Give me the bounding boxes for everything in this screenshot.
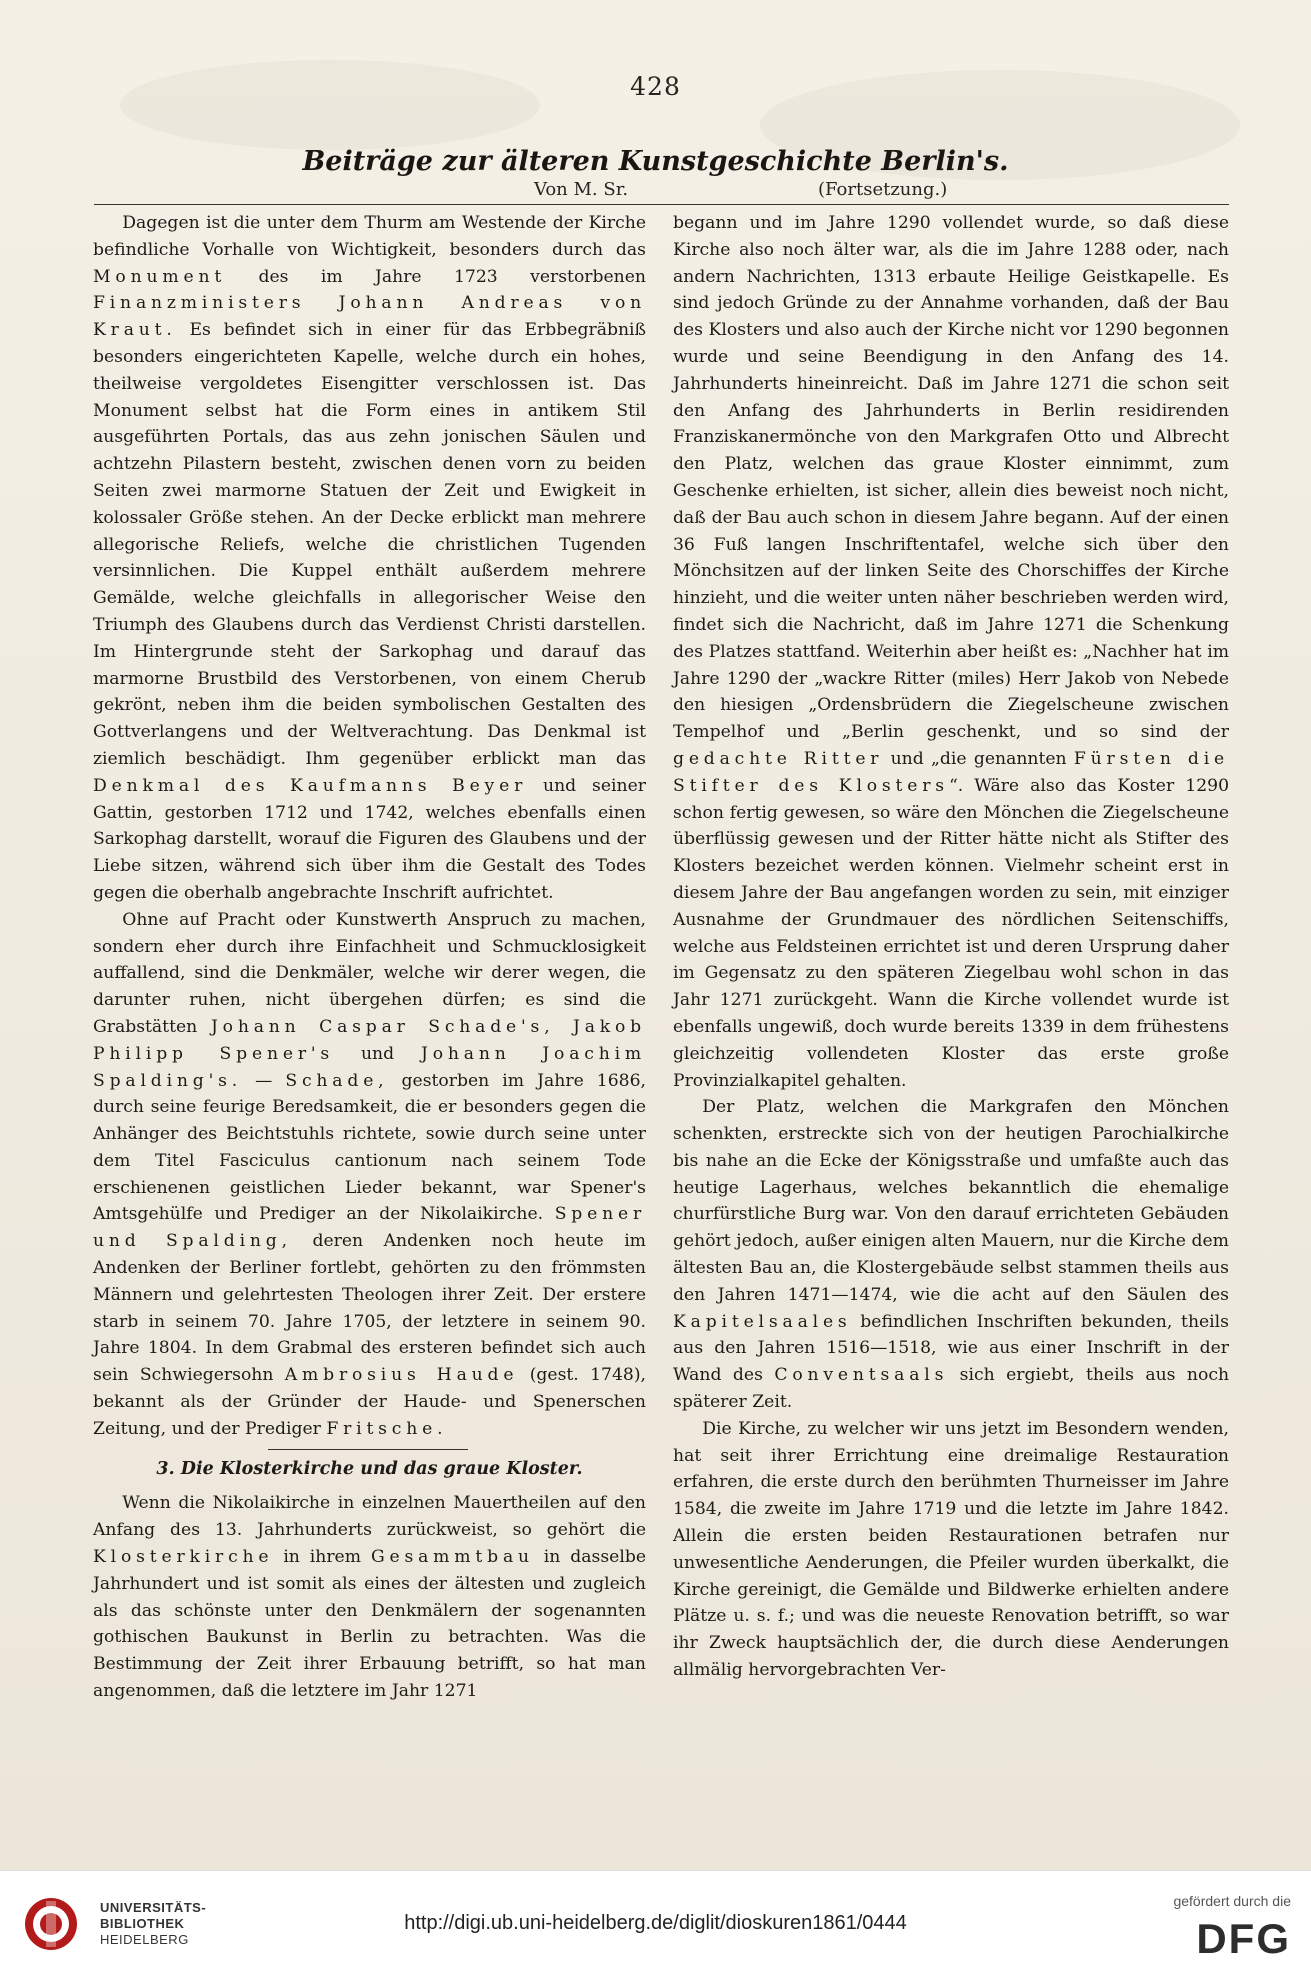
institution-line: HEIDELBERG	[100, 1932, 189, 1947]
spaced-text: Ambrosius Haude	[284, 1365, 519, 1386]
header-rule	[94, 204, 1229, 205]
text-run: befindlichen Inschriften bekunden, theils aus den Jahren 1516—1518, wie aus einer Inschrift in der Wand des	[673, 1311, 1229, 1386]
text-run: und seiner Gattin, gestorben 1712 und 1742, welches ebenfalls einen Sarkophag darstellt, worauf die Figuren des Glaubens und der Liebe sitzen, während sich über ihm die Gestalt des Todes gegen die oberhalb angebrachte Inschrift aufrichtet.	[93, 775, 646, 903]
right-column	[673, 210, 1229, 1684]
spaced-text: Kapitelsaales	[673, 1311, 852, 1332]
spaced-text: Fritsche.	[326, 1418, 448, 1439]
spaced-text: Fürsten die Stifter des Klosters	[673, 748, 1229, 796]
institution-line: BIBLIOTHEK	[100, 1916, 185, 1931]
text-run: Es befindet sich in einer für das Erbbegräbniß besonders eingerichteten Kapelle, welche durch ein hohes, theilweise vergoldetes Eisengitter verschlossen ist. Das Monument selbst hat die Form eines in antikem Stil ausgeführten Portals, das aus zehn jonischen Säulen und achtzehn Pilastern besteht, zwischen denen vorn zu beiden Seiten zwei marmorne Statuen der Zeit und Ewigkeit in kolossaler Größe stehen. An der Decke erblickt man mehrere allegorische Reliefs, welche die christlichen Tugenden versinnlichen. Die Kuppel enthält außerdem mehrere Gemälde, welche gleichfalls in allegorischer Weise den Triumph des Glaubens durch das Verdienst Christi darstellen. Im Hintergrunde steht der Sarkophag und darauf das marmorne Brustbild des Verstorbenen, von einem Cherub gekrönt, neben ihm die beiden symbolischen Gestalten des Gottverlangens und der Weltverachtung. Das Denkmal ist ziemlich beschädigt. Ihm gegenüber erblickt man das	[93, 320, 646, 769]
spaced-text: Johann Caspar Schade's, Jakob Philipp Spener's	[93, 1016, 646, 1064]
spaced-text: Denkmal des Kaufmanns Beyer	[93, 775, 528, 796]
text-run: deren Andenken noch heute im Andenken der Berliner fortlebt, gehörten zu den frömmsten Männern und gelehrtesten Theologen ihrer Zeit. Der erstere starb in seinem 70. Jahre 1705, der letztere in seinem 90. Jahre 1804. In dem Grabmal des ersteren befindet sich auch sein Schwiegersohn	[93, 1231, 646, 1386]
text-run: Wenn die Nikolaikirche in einzelnen Mauertheilen auf den Anfang des 13. Jahrhunderts zurückweist, so gehört die	[93, 1493, 646, 1541]
text-run: Der Platz, welchen die Markgrafen den Mönchen schenkten, erstreckte sich von der heutigen Parochialkirche bis nahe an die Ecke der Königsstraße und umfaßte auch das heutige Lagerhaus, welches bekanntlich die ehemalige churfürstliche Burg war. Von den darauf errichteten Gebäuden gehört jedoch, außer einigen alten Mauern, nur die Kirche dem ältesten Bau an, die Klostergebäude selbst stammen theils aus den Jahren 1471—1474, wie die acht auf den Säulen des	[673, 1097, 1229, 1305]
text-run: in ihrem	[283, 1547, 362, 1568]
permalink-url[interactable]: http://digi.ub.uni-heidelberg.de/diglit/dioskuren1861/0444	[404, 1912, 907, 1934]
text-run: begann und im Jahre 1290 vollendet wurde, so daß diese Kirche also noch älter war, als die im Jahre 1288 oder, nach andern Nachrichten, 1313 erbaute Heilige Geistkapelle. Es sind jedoch Gründe zu der Annahme vorhanden, daß der Bau des Klosters und also auch der Kirche nicht vor 1290 begonnen wurde und seine Beendigung in den Anfang des 14. Jahrhunderts hineinreicht. Daß im Jahre 1271 die schon seit den Anfang des Jahrhunderts in Berlin residirenden Franziskanermönche von den Markgrafen Otto und Albrecht den Platz, welchen das graue Kloster einnimmt, zum Geschenke erhielten, ist sicher, allein dies beweist noch nicht, daß der Bau auch schon in diesem Jahre begann. Auf der einen 36 Fuß langen Inschriftentafel, welche sich über den Mönchsitzen auf der linken Seite des Chorschiffes der Kirche hinzieht, und die weiter unten näher beschrieben werden wird, findet sich die Nachricht, daß im Jahre 1271 die Schenkung des Platzes stattfand. Weiterhin aber heißt es: „Nachher hat im Jahre 1290 der „wackre Ritter (miles) Herr Jakob von Nebede den hiesigen „Ordensbrüdern die Ziegelscheune zwischen Tempelhof und „Berlin geschenkt, und so sind der	[673, 213, 1229, 743]
spaced-text: Schade,	[285, 1070, 389, 1091]
spaced-text: Finanzministers Johann Andreas von Kraut.	[93, 293, 646, 341]
text-run: (gest. 1748), bekannt als der Gründer der Haude- und Spenerschen Zeitung, und der Prediger	[93, 1365, 647, 1439]
spaced-text: gedachte Ritter	[673, 748, 884, 769]
article-title: Beiträge zur älteren Kunstgeschichte Berlin's.	[302, 146, 1009, 177]
article-byline: Von M. Sr.	[534, 179, 629, 200]
text-run: und	[360, 1043, 395, 1064]
spaced-text: Gesammtbau	[370, 1547, 534, 1568]
section-heading: 3. Die Klosterkirche und das graue Kloster.	[156, 1458, 583, 1479]
spaced-text: Monument	[93, 266, 227, 287]
spaced-text: Spener und Spalding,	[93, 1204, 646, 1252]
text-run: sich ergiebt, theils aus noch späterer Zeit.	[673, 1365, 1230, 1413]
text-run: Die Kirche, zu welcher wir uns jetzt im Besondern wenden, hat seit ihrer Errichtung eine dreimalige Restauration erfahren, die erste durch den berühmten Thurneisser im Jahre 1584, die zweite im Jahre 1719 und die letzte im Jahre 1842. Allein die ersten beiden Restaurationen betrafen nur unwesentliche Aenderungen, die Pfeiler wurden überkalkt, die Kirche gereinigt, die Gemälde und Bildwerke erhielten andere Plätze u. s. f.; und was die neueste Renovation betrifft, so war ihr Zweck hauptsächlich der, die durch diese Aenderungen allmälig hervorgebrachten Ver-	[673, 1418, 1229, 1681]
text-run: des im Jahre 1723 verstorbenen	[258, 266, 646, 287]
text-run: Dagegen ist die unter dem Thurm am Westende der Kirche befindliche Vorhalle von Wichtigkeit, besonders durch das	[93, 213, 646, 260]
spaced-text: Johann Joachim Spalding's.	[93, 1043, 647, 1091]
continuation-note: (Fortsetzung.)	[818, 179, 948, 200]
text-run: —	[255, 1070, 273, 1091]
left-column	[93, 210, 646, 1705]
section-rule	[268, 1449, 468, 1450]
text-run: “. Wäre also das Koster 1290 schon fertig gewesen, so wäre den Mönchen die Ziegelscheune überflüssig gewesen und der Ritter hätte nicht als Stifter des Klosters bezeichet werden können. Vielmehr scheint erst in diesem Jahre der Bau angefangen worden zu sein, mit einziger Ausnahme der Grundmauer des nördlichen Seitenschiffs, welche aus Feldsteinen errichtet ist und deren Ursprung daher im Gegensatz zu den späteren Ziegelbau wohl schon in das Jahr 1271 zurückgeht. Wann die Kirche vollendet wurde ist ebenfalls ungewiß, doch wurde bereits 1339 in dem frühestens gleichzeitig vollendeten Kloster das erste große Provinzialkapitel gehalten.	[673, 775, 1230, 1091]
institution-line: UNIVERSITÄTS-	[100, 1900, 207, 1915]
spaced-text: Klosterkirche	[93, 1547, 274, 1568]
spaced-text: Conventsaals	[774, 1365, 949, 1386]
page-number: 428	[630, 72, 681, 101]
paragraph	[673, 1094, 1229, 1416]
paragraph	[673, 1416, 1229, 1684]
paragraph	[93, 907, 646, 1443]
text-run: in dasselbe Jahrhundert und ist somit als eines der ältesten und zugleich als das schönste unter den Denkmälern der sogenannten gothischen Baukunst in Berlin zu betrachten. Was die Bestimmung der Zeit ihrer Erbauung betrifft, so hat man angenommen, daß die letztere im Jahr 1271	[93, 1547, 646, 1702]
text-run: und „die genannten	[890, 748, 1067, 769]
text-run: gestorben im Jahre 1686, durch seine feurige Beredsamkeit, die er besonders gegen die Anhänger des Beichtstuhls richtete, sowie durch seine unter dem Titel Fasciculus cantionum nach seinem Tode erschienenen geistlichen Lieder bekannt, war Spener's Amtsgehülfe und Prediger an der Nikolaikirche.	[93, 1070, 646, 1225]
paragraph	[673, 210, 1229, 1094]
paragraph	[93, 1490, 646, 1704]
funding-note: gefördert durch die	[1173, 1893, 1291, 1909]
paragraph	[93, 210, 646, 907]
text-run: Ohne auf Pracht oder Kunstwerth Anspruch zu machen, sondern eher durch ihre Einfachheit und Schmucklosigkeit auffallend, sind die Denkmäler, welche wir derer wegen, die darunter ruhen, nicht übergehen dürfen; es sind die Grabstätten	[93, 909, 646, 1037]
dfg-logo: DFG	[1196, 1915, 1291, 1962]
